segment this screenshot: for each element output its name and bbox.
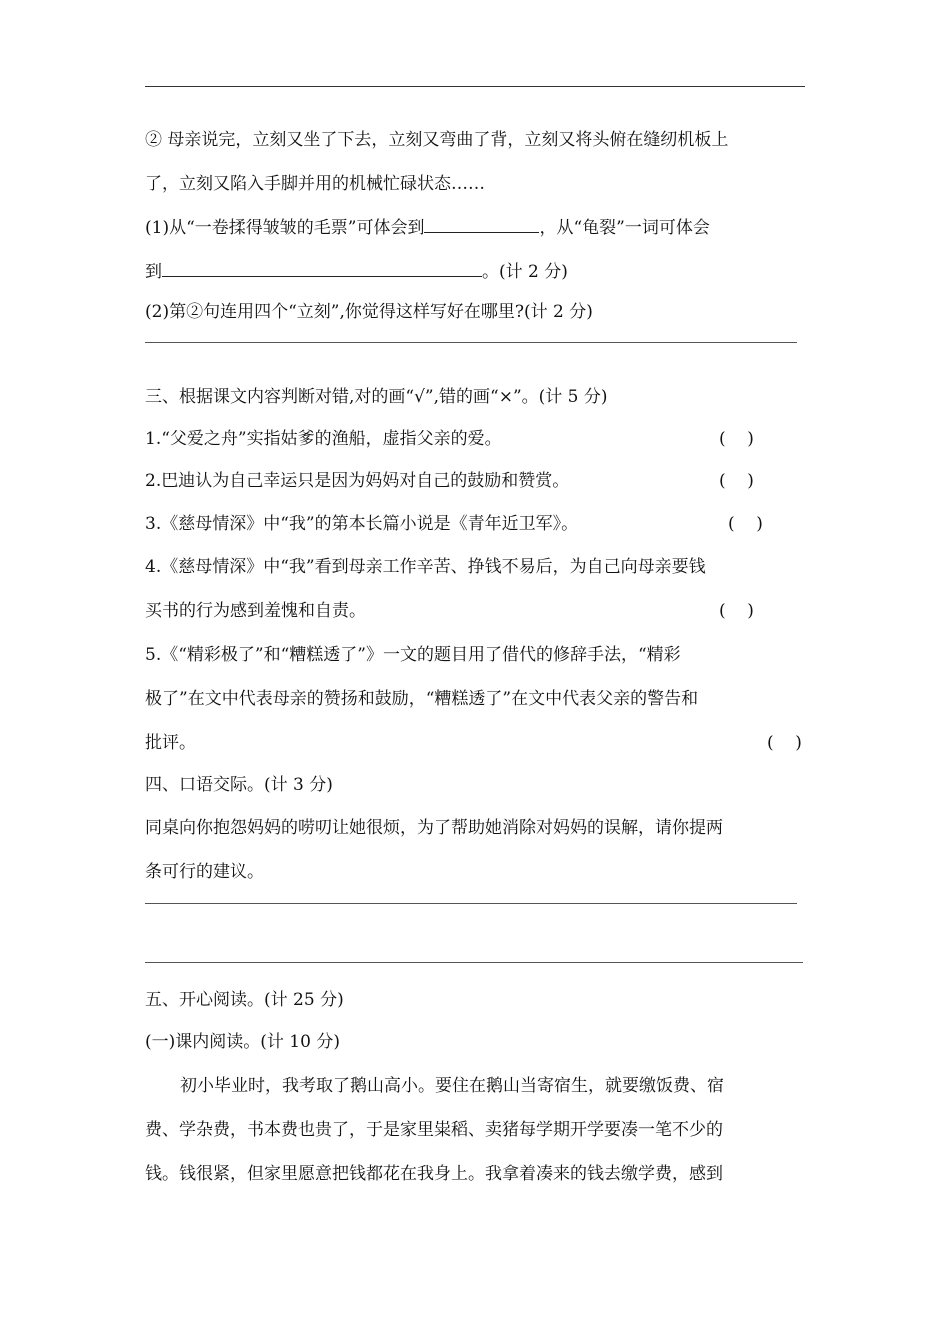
judge-paren-2[interactable]: ( ) xyxy=(719,471,754,491)
top-rule xyxy=(145,86,805,87)
answer-line-q2[interactable] xyxy=(145,342,797,343)
judge-item-2: 2.巴迪认为自己幸运只是因为妈妈对自己的鼓励和赞赏。 xyxy=(145,471,570,491)
passage-line-1: ② 母亲说完，立刻又坐了下去，立刻又弯曲了背，立刻又将头俯在缝纫机板上 xyxy=(145,130,729,150)
judge-item-5a: 5.《“精彩极了”和“糟糕透了”》一文的题目用了借代的修辞手法，“精彩 xyxy=(145,645,681,665)
question-1-text-b: ，从“龟裂”一词可体会 xyxy=(539,218,710,238)
judge-paren-3[interactable]: ( ) xyxy=(728,514,763,534)
judge-item-5b: 极了”在文中代表母亲的赞扬和鼓励，“糟糕透了”在文中代表父亲的警告和 xyxy=(145,689,699,709)
passage-line-2: 了，立刻又陷入手脚并用的机械忙碌状态…… xyxy=(145,174,485,194)
answer-line-s4-2[interactable] xyxy=(145,962,803,963)
answer-line-s4-1[interactable] xyxy=(145,903,797,904)
section-4-title: 四、口语交际。(计 3 分) xyxy=(145,775,333,795)
question-1-text-d: 。(计 2 分) xyxy=(482,262,568,282)
reading-para-line-2: 费、学杂费，书本费也贵了，于是家里粜稻、卖猪每学期开学要凑一笔不少的 xyxy=(145,1120,723,1140)
question-1 xyxy=(145,214,710,240)
reading-para-line-1: 初小毕业时，我考取了鹅山高小。要住在鹅山当寄宿生，就要缴饭费、宿 xyxy=(180,1076,724,1096)
judge-item-4a: 4.《慈母情深》中“我”看到母亲工作辛苦、挣钱不易后，为自己向母亲要钱 xyxy=(145,557,706,577)
judge-item-5c: 批评。 xyxy=(145,733,196,753)
question-2: (2)第②句连用四个“立刻”,你觉得这样写好在哪里?(计 2 分) xyxy=(145,302,593,322)
judge-paren-5[interactable]: ( ) xyxy=(767,733,802,753)
judge-item-4b: 买书的行为感到羞愧和自责。 xyxy=(145,601,366,621)
judge-item-3: 3.《慈母情深》中“我”的第本长篇小说是《青年近卫军》。 xyxy=(145,514,579,534)
question-1-cont xyxy=(145,258,568,284)
answer-blank-2[interactable] xyxy=(162,258,482,277)
section-4-line-2: 条可行的建议。 xyxy=(145,862,264,882)
section-4-line-1: 同桌向你抱怨妈妈的唠叨让她很烦，为了帮助她消除对妈妈的误解，请你提两 xyxy=(145,818,723,838)
question-1-text-a: (1)从“一卷揉得皱皱的毛票”可体会到 xyxy=(145,218,425,238)
judge-item-1: 1.“父爱之舟”实指姑爹的渔船，虚指父亲的爱。 xyxy=(145,429,502,449)
reading-para-line-3: 钱。钱很紧，但家里愿意把钱都花在我身上。我拿着凑来的钱去缴学费，感到 xyxy=(145,1164,723,1184)
section-5-sub-1: (一)课内阅读。(计 10 分) xyxy=(145,1032,340,1052)
answer-blank-1[interactable] xyxy=(424,214,539,233)
judge-paren-4[interactable]: ( ) xyxy=(719,601,754,621)
section-3-title: 三、根据课文内容判断对错,对的画“√”,错的画“×”。(计 5 分) xyxy=(145,387,608,407)
judge-paren-1[interactable]: ( ) xyxy=(719,429,754,449)
question-1-text-c: 到 xyxy=(145,262,162,282)
section-5-title: 五、开心阅读。(计 25 分) xyxy=(145,990,344,1010)
